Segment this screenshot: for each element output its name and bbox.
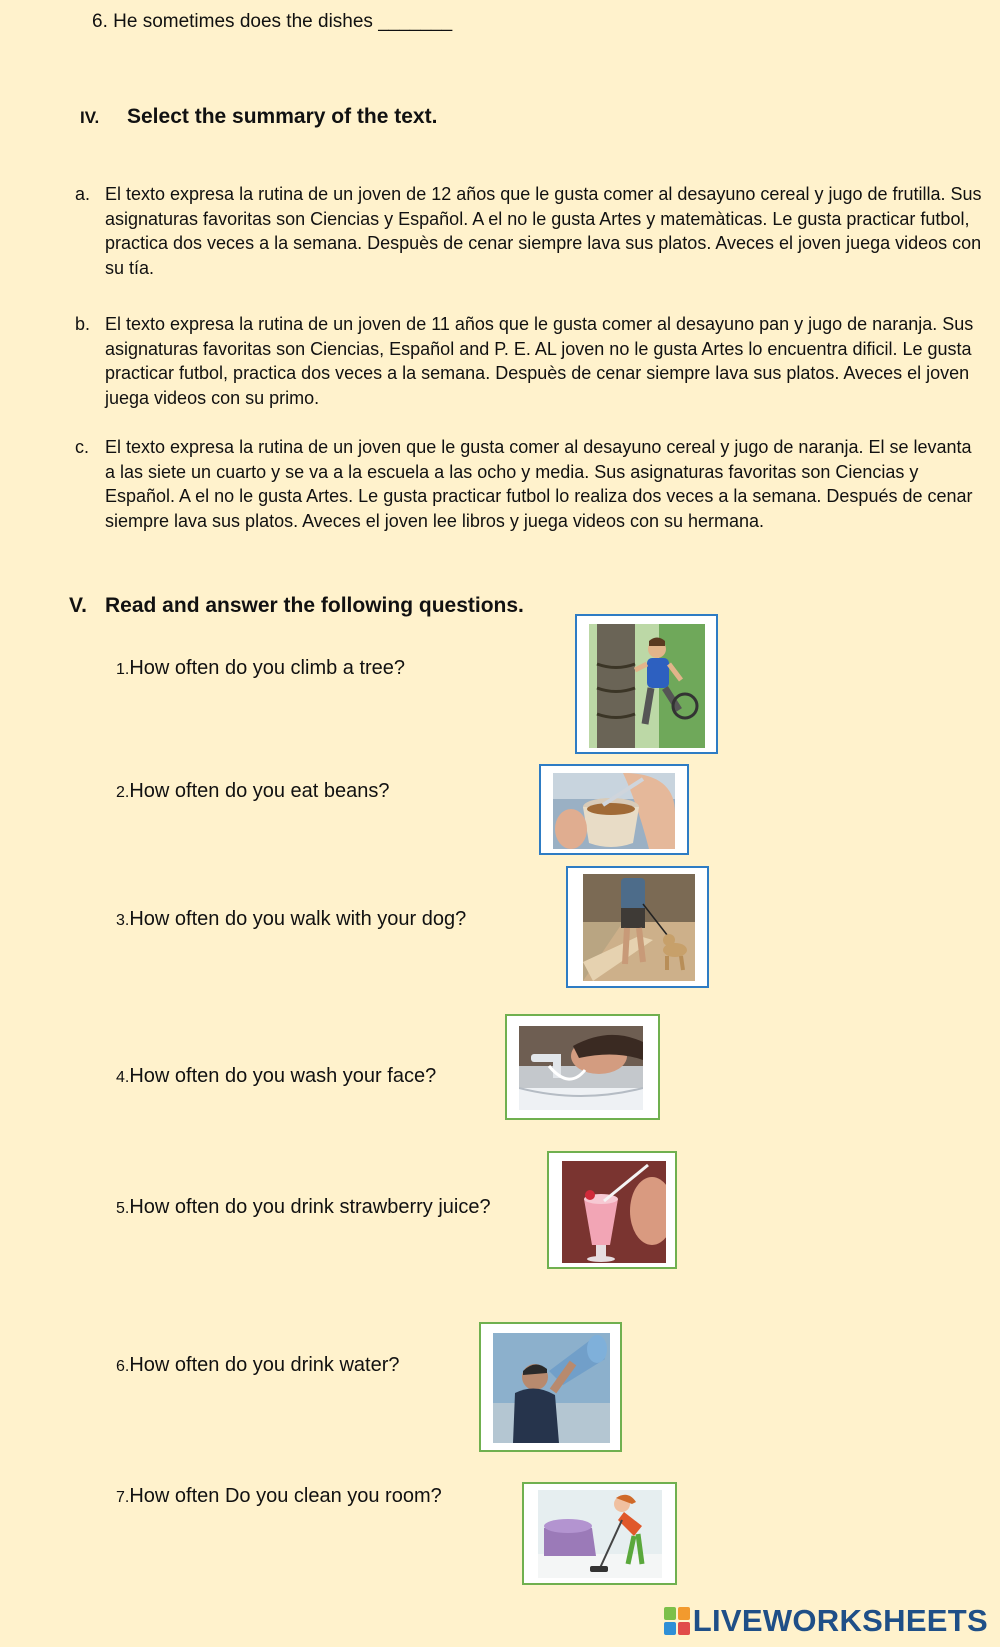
section-5-title: Read and answer the following questions.	[105, 594, 524, 617]
section-5-number: V.	[69, 594, 87, 617]
question-number: 6.	[116, 1358, 130, 1375]
previous-question: 6. He sometimes does the dishes _______	[92, 11, 453, 32]
brand-name: LIVEWORKSHEETS	[692, 1603, 988, 1638]
strawberry-juice-icon	[562, 1161, 666, 1263]
person-walking-dog-icon	[583, 874, 695, 981]
question-6	[116, 1354, 400, 1377]
option-b-letter[interactable]: b.	[75, 314, 91, 334]
question-text: How often do you drink water?	[129, 1354, 400, 1376]
option-a-letter[interactable]: a.	[75, 184, 91, 204]
option-a-text[interactable]: El texto expresa la rutina de un joven de 12 años que le gusta comer al desayuno cereal y jugo de frutilla. Sus asignaturas favoritas son Ciencias y Español. A el no le gusta Artes y matemàticas. Le gusta practicar futbol, practica dos veces a la semana. Despuès de cenar siempre lava sus platos. Aveces el joven juega videos con su tía.	[105, 184, 982, 278]
person-eating-beans-icon	[553, 773, 675, 849]
question-4	[116, 1065, 436, 1088]
person-washing-face-icon	[519, 1026, 643, 1110]
section-4-number: IV.	[80, 108, 100, 127]
option-c-letter[interactable]: c.	[75, 437, 90, 457]
question-1	[116, 657, 405, 680]
dog-walk-picture	[566, 866, 709, 988]
cleaning-picture	[522, 1482, 677, 1585]
option-b-text[interactable]: El texto expresa la rutina de un joven de 11 años que le gusta comer al desayuno pan y jugo de naranja. Sus asignaturas favoritas son Ciencias, Español and P. E. AL joven no le gusta Artes lo encuentra dificil. Le gusta practicar futbol, practica dos veces a la semana. Despuès de cenar siempre lava sus platos. Aveces el joven juega videos con su primo.	[105, 314, 974, 408]
tree-climbing-picture	[575, 614, 718, 754]
water-picture	[479, 1322, 622, 1452]
question-number: 5.	[116, 1200, 130, 1217]
question-text: How often do you climb a tree?	[129, 657, 406, 679]
question-number: 2.	[116, 784, 130, 801]
liveworksheets-logo	[664, 1604, 988, 1638]
question-7	[116, 1485, 442, 1508]
question-number: 4.	[116, 1069, 130, 1086]
question-3	[116, 908, 466, 931]
question-number: 7.	[116, 1489, 130, 1506]
section-4-title: Select the summary of the text.	[127, 105, 438, 128]
juice-picture	[547, 1151, 677, 1269]
question-text: How often Do you clean you room?	[129, 1485, 442, 1507]
question-text: How often do you drink strawberry juice?	[129, 1196, 491, 1218]
question-text: How often do you walk with your dog?	[129, 908, 467, 930]
man-drinking-water-icon	[493, 1333, 610, 1443]
woman-vacuuming-icon	[538, 1490, 662, 1578]
question-text: How often do you wash your face?	[129, 1065, 437, 1087]
logo-mark-icon	[664, 1607, 690, 1635]
question-text: How often do you eat beans?	[129, 780, 390, 802]
boy-climbing-tree-icon	[589, 624, 705, 748]
face-wash-picture	[505, 1014, 660, 1120]
question-number: 3.	[116, 912, 130, 929]
question-number: 1.	[116, 661, 130, 678]
question-2	[116, 780, 390, 803]
beans-picture	[539, 764, 689, 855]
option-c-text[interactable]: El texto expresa la rutina de un joven que le gusta comer al desayuno cereal y jugo de naranja. El se levanta a las siete un cuarto y se va a la escuela a las ocho y media. Sus asignaturas favoritas son Ciencias y Español. A el no le gusta Artes. Le gusta practicar futbol lo realiza dos veces a la semana. Después de cenar siempre lava sus platos. Aveces el joven lee libros y juega videos con su hermana.	[105, 437, 973, 531]
question-5	[116, 1196, 491, 1219]
